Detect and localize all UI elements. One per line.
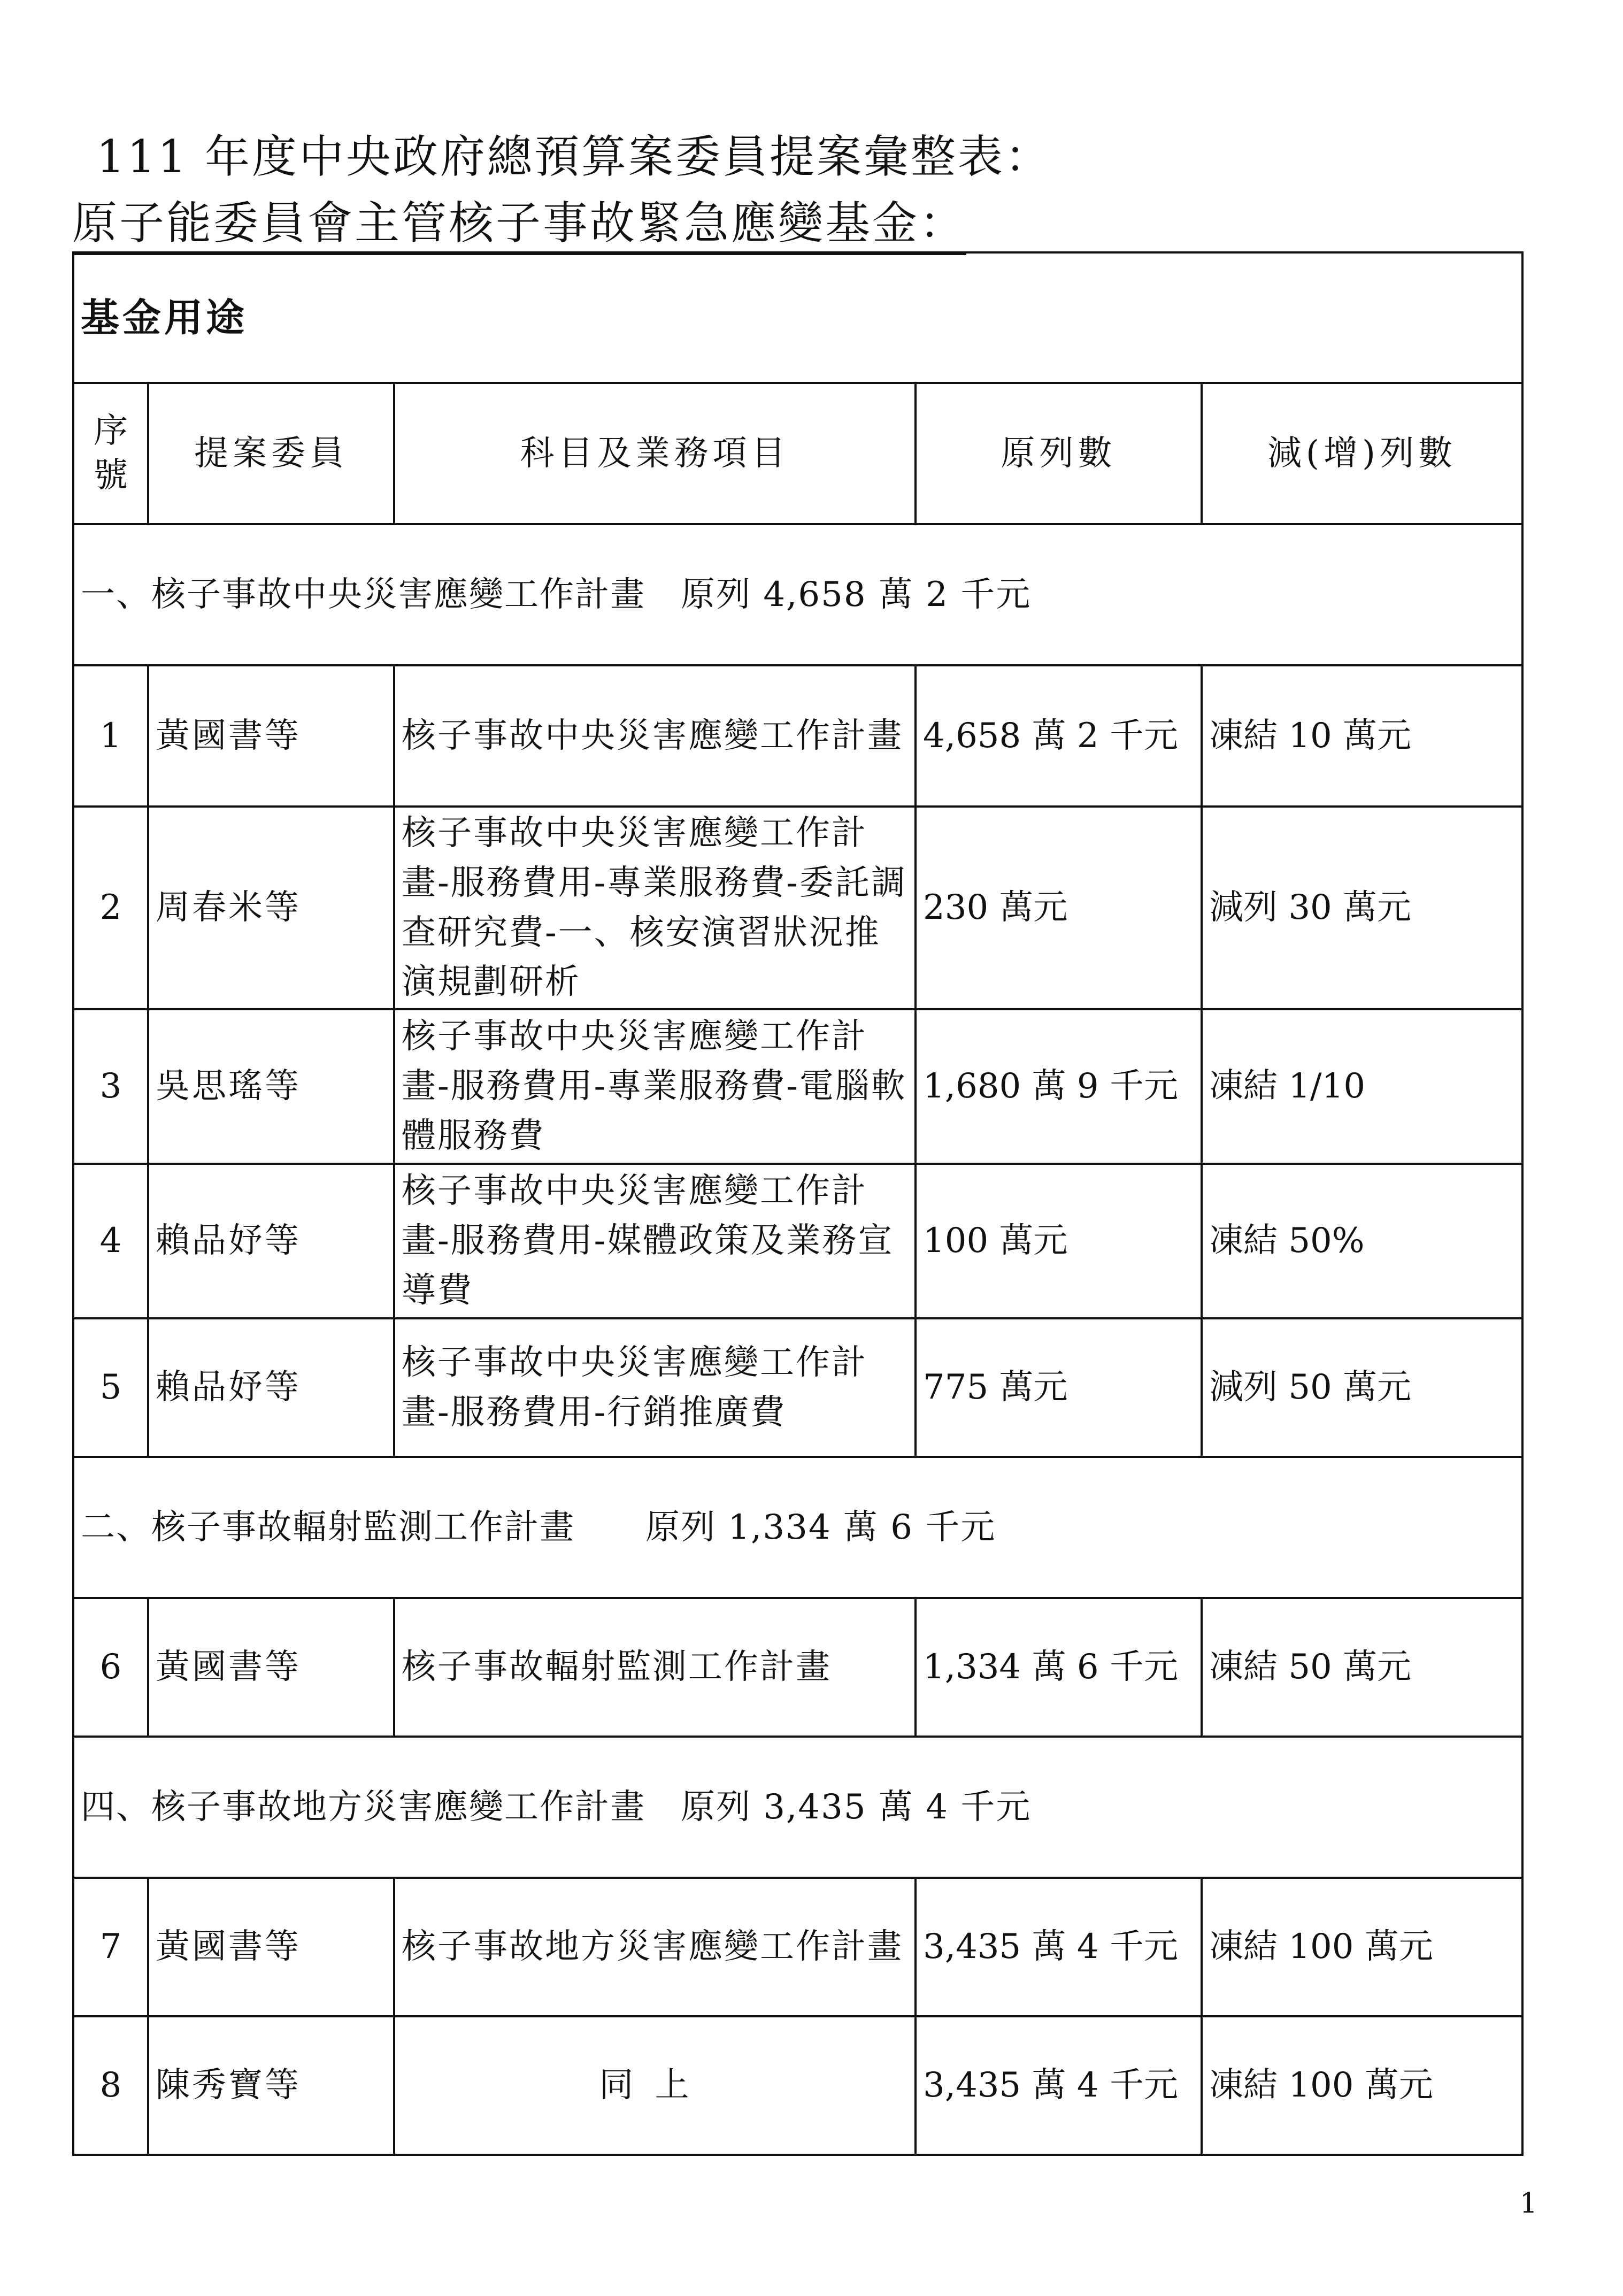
row-number: 3 (73, 1009, 148, 1164)
row-proposer: 陳秀寶等 (148, 2016, 394, 2155)
section-row (73, 1457, 1522, 1598)
row-original: 4,658 萬 2 千元 (916, 665, 1202, 807)
row-proposer: 黃國書等 (148, 665, 394, 807)
row-item: 核子事故中央災害應變工作計畫-服務費用-專業服務費-委託調查研究費-一、核安演習狀況推演規劃研析 (394, 807, 916, 1009)
row-item: 核子事故中央災害應變工作計畫-服務費用-行銷推廣費 (394, 1318, 916, 1457)
row-item: 核子事故中央災害應變工作計畫-服務費用-專業服務費-電腦軟體服務費 (394, 1009, 916, 1164)
fund-usage-header (73, 252, 1522, 383)
row-item: 核子事故地方災害應變工作計畫 (394, 1878, 916, 2016)
row-proposer: 黃國書等 (148, 1598, 394, 1737)
proposal-table (72, 251, 1524, 2156)
row-number: 6 (73, 1598, 148, 1737)
row-change: 凍結 100 萬元 (1202, 2016, 1522, 2155)
row-original: 1,680 萬 9 千元 (916, 1009, 1202, 1164)
column-header-original: 原列數 (916, 383, 1202, 524)
row-number: 4 (73, 1164, 148, 1318)
column-header-change: 減(增)列數 (1202, 383, 1522, 524)
page-number: 1 (1519, 2187, 1537, 2220)
document-title-line-2: 原子能委員會主管核子事故緊急應變基金： (72, 187, 966, 252)
row-item: 核子事故輻射監測工作計畫 (394, 1598, 916, 1737)
row-original: 3,435 萬 4 千元 (916, 1878, 1202, 2016)
section-row (73, 524, 1522, 665)
column-header-seq: 序 號 (73, 383, 148, 524)
document-title-line-1: 111 年度中央政府總預算案委員提案彙整表： (96, 130, 1052, 183)
row-proposer: 賴品妤等 (148, 1318, 394, 1457)
table-row (73, 1598, 1522, 1737)
table-row (73, 2016, 1522, 2155)
section-row (73, 1737, 1522, 1878)
table-row (73, 1318, 1522, 1457)
row-original: 775 萬元 (916, 1318, 1202, 1457)
row-proposer: 黃國書等 (148, 1878, 394, 2016)
row-original: 3,435 萬 4 千元 (916, 2016, 1202, 2155)
row-change: 凍結 1/10 (1202, 1009, 1522, 1164)
table-row (73, 807, 1522, 1009)
row-item: 同上 (394, 2016, 916, 2155)
row-proposer: 周春米等 (148, 807, 394, 1009)
row-item: 核子事故中央災害應變工作計畫 (394, 665, 916, 807)
fund-usage-label: 基金用途 (81, 295, 248, 340)
row-change: 凍結 50 萬元 (1202, 1598, 1522, 1737)
row-proposer: 吳思瑤等 (148, 1009, 394, 1164)
table-row (73, 1164, 1522, 1318)
table-row (73, 665, 1522, 807)
row-proposer: 賴品妤等 (148, 1164, 394, 1318)
column-header-proposer: 提案委員 (148, 383, 394, 524)
row-change: 減列 50 萬元 (1202, 1318, 1522, 1457)
row-change: 凍結 50% (1202, 1164, 1522, 1318)
section-title: 一、核子事故中央災害應變工作計畫 原列 4,658 萬 2 千元 (73, 524, 1522, 665)
row-number: 2 (73, 807, 148, 1009)
row-original: 230 萬元 (916, 807, 1202, 1009)
row-number: 5 (73, 1318, 148, 1457)
row-number: 7 (73, 1878, 148, 2016)
column-header-row (73, 383, 1522, 524)
row-original: 1,334 萬 6 千元 (916, 1598, 1202, 1737)
row-change: 減列 30 萬元 (1202, 807, 1522, 1009)
table-row (73, 1878, 1522, 2016)
row-change: 凍結 100 萬元 (1202, 1878, 1522, 2016)
column-header-item: 科目及業務項目 (394, 383, 916, 524)
table-row (73, 1009, 1522, 1164)
section-title: 四、核子事故地方災害應變工作計畫 原列 3,435 萬 4 千元 (73, 1737, 1522, 1878)
row-original: 100 萬元 (916, 1164, 1202, 1318)
row-change: 凍結 10 萬元 (1202, 665, 1522, 807)
row-number: 8 (73, 2016, 148, 2155)
section-title: 二、核子事故輻射監測工作計畫 原列 1,334 萬 6 千元 (73, 1457, 1522, 1598)
row-number: 1 (73, 665, 148, 807)
row-item: 核子事故中央災害應變工作計畫-服務費用-媒體政策及業務宣導費 (394, 1164, 916, 1318)
